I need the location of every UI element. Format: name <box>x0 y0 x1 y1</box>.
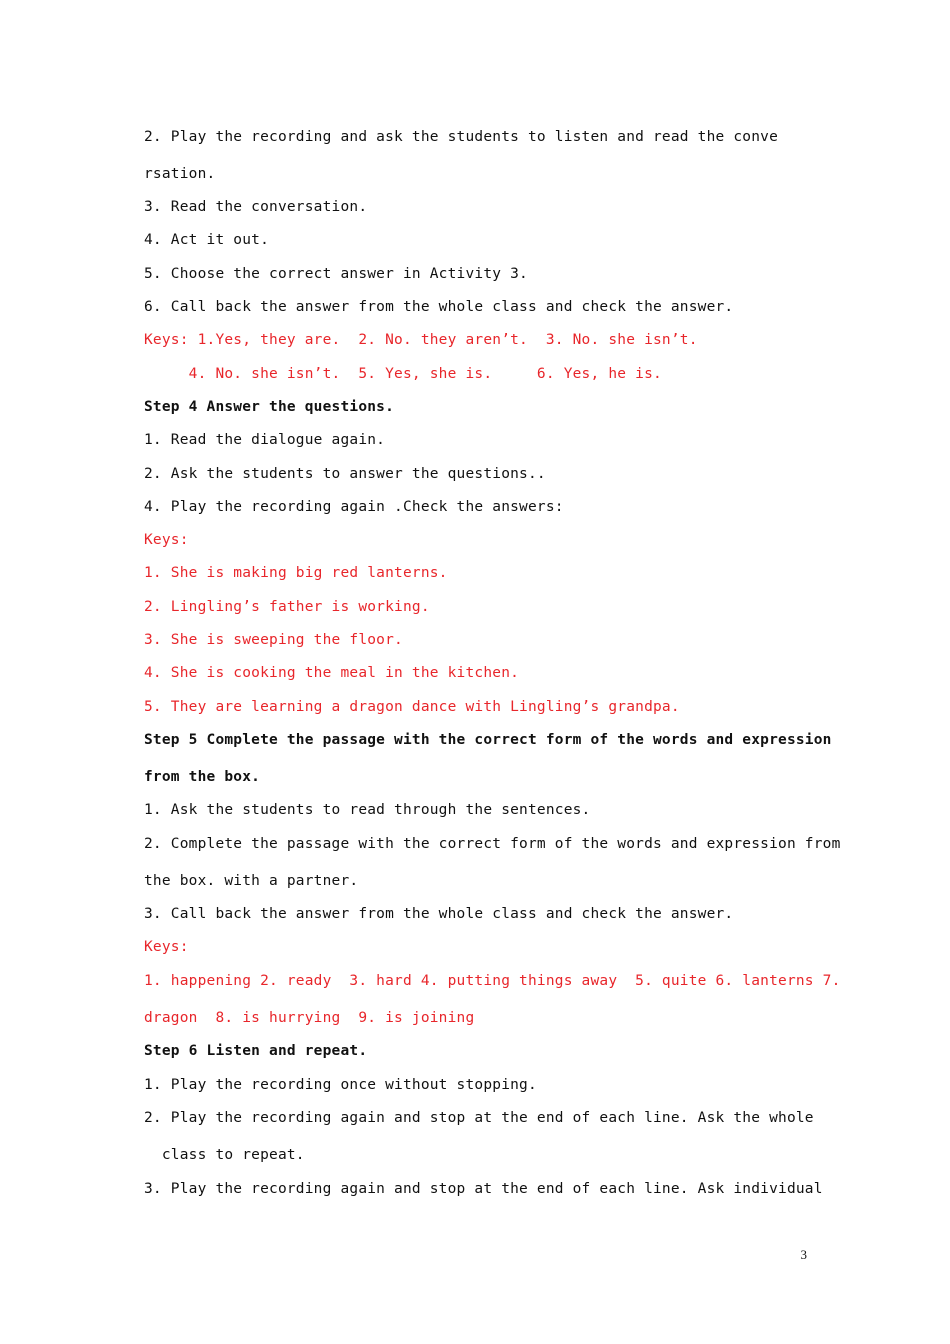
instruction-line: 6. Call back the answer from the whole class and check the answer. <box>144 299 734 315</box>
instruction-line: 2. Play the recording again and stop at the end of each line. Ask the whole <box>144 1110 814 1126</box>
answer-key-line: Keys: <box>144 939 189 955</box>
instruction-line: 3. Read the conversation. <box>144 199 368 215</box>
answer-key-line: Keys: 1.Yes, they are. 2. No. they aren’t. 3. No. she isn’t. <box>144 332 698 348</box>
page-number: 3 <box>800 1247 807 1262</box>
instruction-line: 4. Play the recording again .Check the answers: <box>144 499 564 515</box>
step-heading: from the box. <box>144 769 261 785</box>
answer-key-line: 4. She is cooking the meal in the kitchen. <box>144 665 520 681</box>
answer-key-line: 3. She is sweeping the floor. <box>144 632 403 648</box>
instruction-line: 2. Ask the students to answer the questions.. <box>144 466 546 482</box>
step-heading: Step 5 Complete the passage with the correct form of the words and expression <box>144 732 832 748</box>
instruction-line: 3. Play the recording again and stop at the end of each line. Ask individual <box>144 1181 823 1197</box>
answer-key-line: 2. Lingling’s father is working. <box>144 599 430 615</box>
answer-key-line: 1. happening 2. ready 3. hard 4. putting things away 5. quite 6. lanterns 7. <box>144 973 841 989</box>
instruction-line: 3. Call back the answer from the whole class and check the answer. <box>144 906 734 922</box>
instruction-line: 1. Ask the students to read through the sentences. <box>144 802 591 818</box>
instruction-line: rsation. <box>144 166 216 182</box>
instruction-line: 4. Act it out. <box>144 232 270 248</box>
instruction-line: 2. Play the recording and ask the students to listen and read the conve <box>144 129 779 145</box>
answer-key-line: 1. She is making big red lanterns. <box>144 565 448 581</box>
instruction-line: 1. Play the recording once without stopping. <box>144 1077 537 1093</box>
answer-key-line: Keys: <box>144 532 189 548</box>
instruction-line: 5. Choose the correct answer in Activity 3. <box>144 266 528 282</box>
answer-key-line: 4. No. she isn’t. 5. Yes, she is. 6. Yes, he is. <box>144 366 662 382</box>
instruction-line: 1. Read the dialogue again. <box>144 432 386 448</box>
step-heading: Step 4 Answer the questions. <box>144 399 395 415</box>
step-heading: Step 6 Listen and repeat. <box>144 1043 368 1059</box>
answer-key-line: dragon 8. is hurrying 9. is joining <box>144 1010 475 1026</box>
instruction-line: class to repeat. <box>144 1147 305 1163</box>
instruction-line: the box. with a partner. <box>144 873 359 889</box>
answer-key-line: 5. They are learning a dragon dance with Lingling’s grandpa. <box>144 699 680 715</box>
instruction-line: 2. Complete the passage with the correct form of the words and expression from <box>144 836 841 852</box>
